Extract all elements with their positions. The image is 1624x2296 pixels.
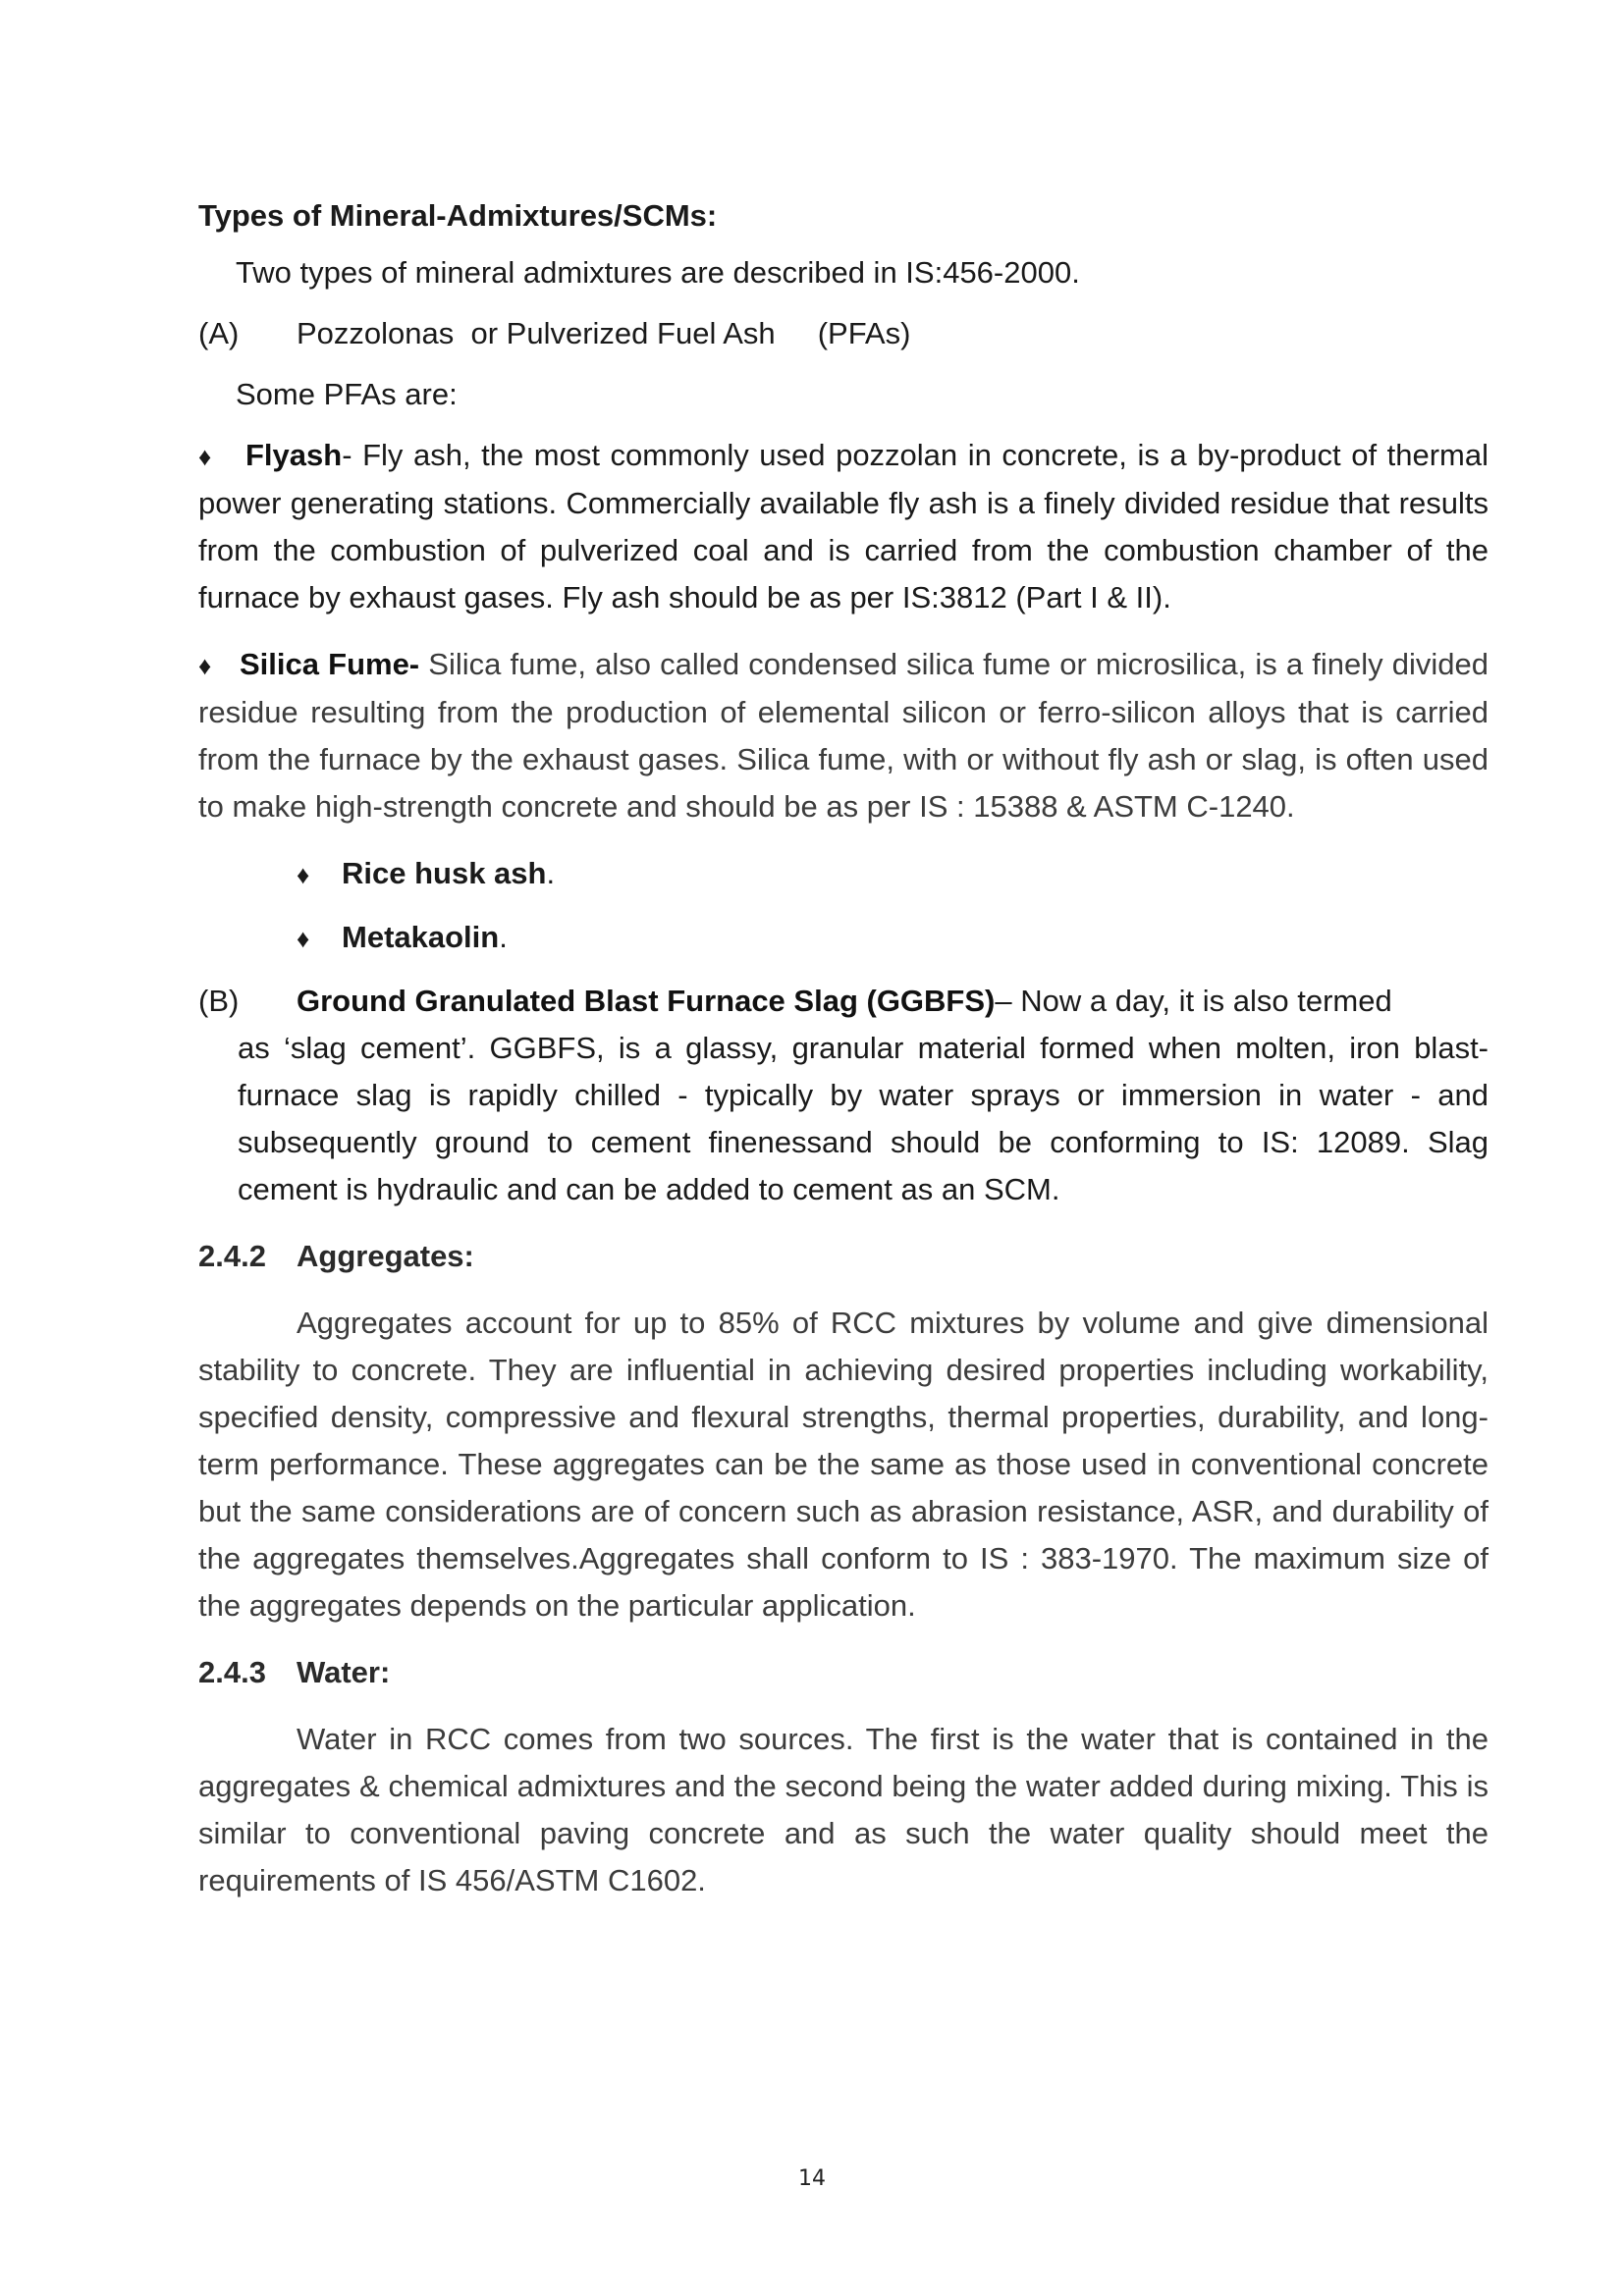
silica-fume-term: Silica Fume- <box>240 647 420 681</box>
list-item-metakaolin <box>198 914 1489 962</box>
water-number: 2.4.3 <box>198 1655 266 1689</box>
flyash-paragraph <box>198 432 1489 621</box>
silica-fume-paragraph <box>198 641 1489 830</box>
section-a-title: Pozzolonas or Pulverized Fuel Ash (PFAs) <box>297 316 911 350</box>
flyash-text: - Fly ash, the most commonly used pozzolan in concrete, is a by-product of thermal power generating stations. Commercially available fly ash is a finely divided residue that results from the combustion of pulverized coal and is carried from the combustion chamber of the furnace by exhaust gases. Fly ash should be as per IS:3812 (Part I & II). <box>198 438 1489 614</box>
section-a-line <box>198 310 1489 357</box>
page-content <box>198 192 1489 1904</box>
page-number: 14 <box>798 2166 826 2191</box>
section-heading: Types of Mineral-Admixtures/SCMs: <box>198 198 718 233</box>
water-title: Water: <box>297 1655 391 1689</box>
aggregates-heading <box>198 1233 1489 1280</box>
section-b-first-text: – Now a day, it is also termed <box>995 984 1392 1018</box>
list-item-rice-husk-ash <box>198 850 1489 898</box>
section-a-label: (A) <box>198 316 240 350</box>
diamond-bullet-icon: ♦ <box>297 924 310 953</box>
flyash-term: Flyash <box>245 438 343 472</box>
section-a-lead: Some PFAs are: <box>236 377 458 411</box>
section-b-block <box>198 978 1489 1213</box>
section-b-term: Ground Granulated Blast Furnace Slag (GGBFS) <box>297 984 996 1018</box>
water-paragraph: Water in RCC comes from two sources. The first is the water that is contained in the aggregates & chemical admixtures and the second being the water added during mixing. This is similar to conventional paving concrete and as such the water quality should meet the requirements of IS 456/ASTM C1602. <box>198 1722 1489 1897</box>
silica-fume-text: Silica fume, also called condensed silica fume or microsilica, is a finely divided residue resulting from the production of elemental silicon or ferro-silicon alloys that is carried from the furnace by the exhaust gases. Silica fume, with or without fly ash or slag, is often used to make high-strength concrete and should be as per IS : 15388 & ASTM C-1240. <box>198 647 1489 824</box>
section-b-label: (B) <box>198 984 240 1018</box>
diamond-bullet-icon: ♦ <box>297 860 310 889</box>
aggregates-number: 2.4.2 <box>198 1239 266 1273</box>
water-heading <box>198 1649 1489 1696</box>
aggregates-paragraph: Aggregates account for up to 85% of RCC mixtures by volume and give dimensional stability to concrete. They are influential in achieving desired properties including workability, specified density, compressive and flexural strengths, thermal properties, durability, and long-term performance. These aggregates can be the same as those used in conventional concrete but the same considerations are of concern such as abrasion resistance, ASR, and durability of the aggregates themselves.Aggregates shall conform to IS : 383-1970. The maximum size of the aggregates depends on the particular application. <box>198 1306 1489 1623</box>
list-item-label: Metakaolin <box>342 920 500 954</box>
list-item-suffix: . <box>499 920 508 954</box>
section-b-text: as ‘slag cement’. GGBFS, is a glassy, granular material formed when molten, iron blast-furnace slag is rapidly chilled - typically by water sprays or immersion in water - and subsequently ground to cement finenessand should be conforming to IS: 12089. Slag cement is hydraulic and can be added to cement as an SCM. <box>238 1031 1489 1206</box>
list-item-suffix: . <box>546 856 556 890</box>
aggregates-title: Aggregates: <box>297 1239 474 1273</box>
intro-paragraph: Two types of mineral admixtures are described in IS:456-2000. <box>236 255 1080 290</box>
diamond-bullet-icon: ♦ <box>198 442 212 471</box>
list-item-label: Rice husk ash <box>342 856 547 890</box>
section-b-first-line <box>198 978 1489 1025</box>
diamond-bullet-icon: ♦ <box>198 651 212 680</box>
